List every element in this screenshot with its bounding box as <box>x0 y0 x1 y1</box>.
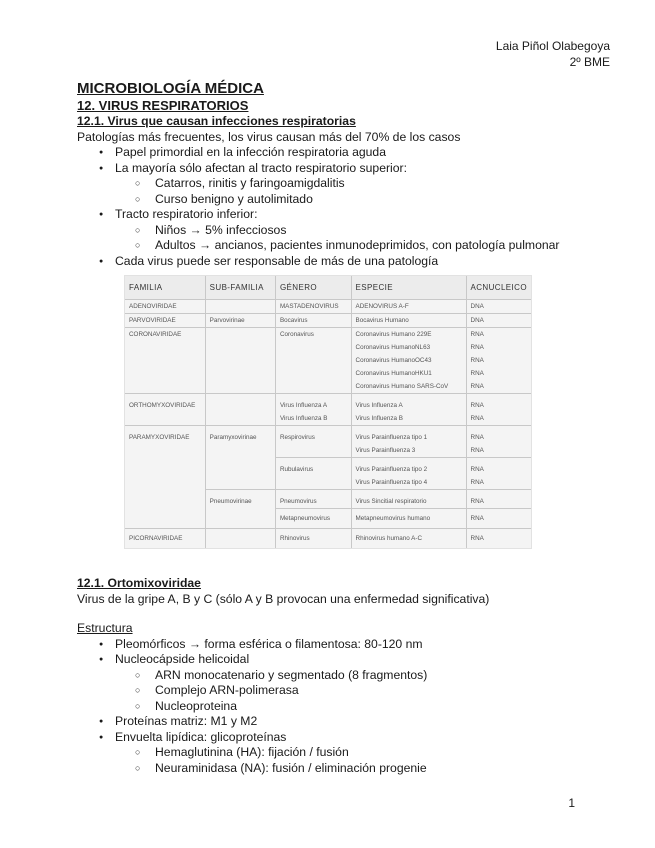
list-item: ● Papel primordial en la infección respiratoria aguda <box>77 145 617 161</box>
section2-intro: Virus de la gripe A, B y C (sólo A y B provocan una enfermedad significativa) <box>77 591 490 606</box>
document-title: MICROBIOLOGÍA MÉDICA <box>77 80 264 97</box>
table-row: Coronavirus HumanoOC43 RNA <box>125 354 531 367</box>
table-row: PARAMYXOVIRIDAE Paramyxovirinae Respirovirus Virus Parainfluenza tipo 1 RNA <box>125 426 531 445</box>
list-item: ● Tracto respiratorio inferior: ○ Niños → 5% infecciosos ○ Adultos → ancianos, pacientes inmunodeprimidos, con patología pulmonar <box>77 207 617 254</box>
chapter-title: 12. VIRUS RESPIRATORIOS <box>77 98 249 113</box>
sub-list-item: ○ Hemaglutinina (HA): fijación / fusión <box>77 745 617 761</box>
table-header-cell: GÉNERO <box>275 276 351 300</box>
table-row: Virus Parainfluenza tipo 4 RNA <box>125 476 531 490</box>
author-name: Laia Piñol Olabegoya <box>495 39 610 53</box>
virus-classification-table <box>124 275 532 549</box>
sub-list-item: ○ Adultos → ancianos, pacientes inmunodeprimidos, con patología pulmonar <box>77 238 617 254</box>
list-item: ● Proteínas matriz: M1 y M2 <box>77 714 617 730</box>
author-header <box>496 38 610 70</box>
table-row: PARVOVIRIDAE Parvovirinae Bocavirus Bocavirus Humano DNA <box>125 314 531 328</box>
sub-list-item: ○ ARN monocatenario y segmentado (8 fragmentos) <box>77 668 617 684</box>
structure-subheading: Estructura <box>77 621 133 635</box>
table-row: Metapneumovirus Metapneumovirus humano RNA <box>125 509 531 529</box>
table-header-cell: ACNUCLEICO <box>466 276 531 300</box>
structure-list <box>77 637 617 777</box>
sub-list-item: ○ Neuraminidasa (NA): fusión / eliminación progenie <box>77 761 617 777</box>
table-row: Virus Influenza B Virus Influenza B RNA <box>125 412 531 426</box>
sub-list-item: ○ Niños → 5% infecciosos <box>77 223 617 239</box>
table-row: Pneumovirinae Pneumovirus Virus Sincitial respiratorio RNA <box>125 490 531 509</box>
list-item: ● La mayoría sólo afectan al tracto respiratorio superior: ○ Catarros, rinitis y faringoamigdalitis ○ Curso benigno y autolimitado <box>77 161 617 208</box>
sub-list-item: ○ Curso benigno y autolimitado <box>77 192 617 208</box>
section1-list <box>77 145 617 269</box>
list-item: ● Cada virus puede ser responsable de más de una patología <box>77 254 617 270</box>
table-header-row <box>125 276 531 300</box>
list-item: ● Envuelta lipídica: glicoproteínas ○ Hemaglutinina (HA): fijación / fusión ○ Neuraminidasa (NA): fusión / eliminación progenie <box>77 730 617 777</box>
document-body <box>77 80 617 776</box>
table-row: ORTHOMYXOVIRIDAE Virus Influenza A Virus Influenza A RNA <box>125 394 531 413</box>
table-header-cell: SUB-FAMILIA <box>205 276 275 300</box>
table-header-cell: FAMILIA <box>125 276 205 300</box>
page-number: 1 <box>568 796 575 810</box>
table-row: Coronavirus Humano SARS-CoV RNA <box>125 380 531 394</box>
sub-list-item: ○ Complejo ARN-polimerasa <box>77 683 617 699</box>
course-label: 2º BME <box>569 55 610 69</box>
table-row: Rubulavirus Virus Parainfluenza tipo 2 RNA <box>125 458 531 477</box>
table-row: CORONAVIRIDAE Coronavirus Coronavirus Humano 229E RNA <box>125 328 531 342</box>
sub-list-item: ○ Catarros, rinitis y faringoamigdalitis <box>77 176 617 192</box>
section1-intro: Patologías más frecuentes, los virus causan más del 70% de los casos <box>77 129 461 144</box>
table-row: Coronavirus HumanoNL63 RNA <box>125 341 531 354</box>
list-item: ● Nucleocápside helicoidal ○ ARN monocatenario y segmentado (8 fragmentos) ○ Complejo ARN-polimerasa ○ Nucleoproteina <box>77 652 617 714</box>
sub-list-item: ○ Nucleoproteina <box>77 699 617 715</box>
table-row: PICORNAVIRIDAE Rhinovirus Rhinovirus humano A-C RNA <box>125 529 531 549</box>
section-title-1: 12.1. Virus que causan infecciones respiratorias <box>77 114 356 128</box>
table-row: Coronavirus HumanoHKU1 RNA <box>125 367 531 380</box>
list-item: ● Pleomórficos → forma esférica o filamentosa: 80-120 nm <box>77 637 617 653</box>
table-header-cell: ESPECIE <box>351 276 466 300</box>
table-row: ADENOVIRIDAE MASTADENOVIRUS ADENOVIRUS A-F DNA <box>125 300 531 314</box>
table-row: Virus Parainfluenza 3 RNA <box>125 444 531 458</box>
section-title-2: 12.1. Ortomixoviridae <box>77 576 201 590</box>
